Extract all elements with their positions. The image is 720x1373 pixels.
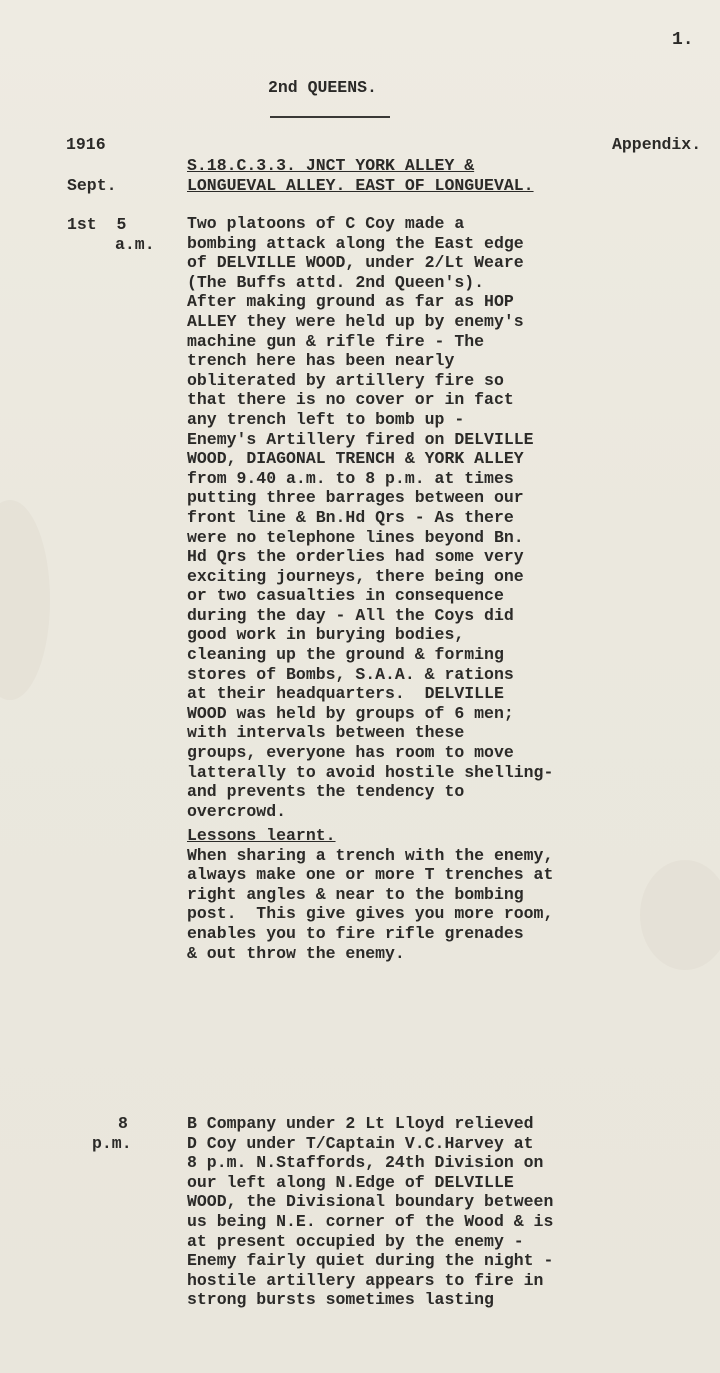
entry-date: 1st 5 — [67, 215, 127, 234]
appendix-label: Appendix. — [612, 135, 702, 154]
lessons-heading: Lessons learnt. — [187, 826, 336, 845]
entry-text: Two platoons of C Coy made a bombing attack along the East edge of DELVILLE WOOD, under 2/Lt Weare (The Buffs attd. 2nd Queen's). After making ground as far as HOP ALLEY they were held up by enemy's machine gun & rifle fire - The trench here has been nearly obliterated by artillery fire so that there is no cover or in fact any trench left to bomb up - Enemy's Artillery fired on DELVILLE WOOD, DIAGONAL TRENCH & YORK ALLEY from 9.40 a.m. to 8 p.m. at times putting three barrages between our front line & Bn.Hd Qrs - As there were no telephone lines beyond Bn. Hd Qrs the orderlies had some very exciting journeys, there being one or two casualties in consequence during the day - All the Coys did good work in burying bodies, cleaning up the ground & forming stores of Bombs, S.A.A. & rations at their headquarters. DELVILLE WOOD was held by groups of 6 men; with intervals between these groups, everyone has room to move latterally to avoid hostile shelling- and prevents the tendency to overcrowd. — [187, 214, 554, 821]
month-label: Sept. — [67, 176, 117, 195]
lessons-text: When sharing a trench with the enemy, always make one or more T trenches at right angles & near to the bombing post. This give gives you more room, enables you to fire rifle grenades & out throw the enemy. — [187, 845, 554, 963]
title-underline — [270, 116, 390, 118]
page-number: 1. — [672, 30, 694, 50]
entry-time: a.m. — [115, 235, 155, 254]
paper-stain — [0, 500, 50, 700]
paper-stain — [640, 860, 720, 970]
entry-time: p.m. — [92, 1134, 132, 1153]
location-reference-line-2: LONGUEVAL ALLEY. EAST OF LONGUEVAL. — [187, 176, 534, 195]
unit-title: 2nd QUEENS. — [268, 78, 377, 97]
lessons-block — [187, 826, 553, 963]
entry-date: 8 — [118, 1114, 128, 1133]
year-label: 1916 — [66, 135, 106, 154]
entry-text: B Company under 2 Lt Lloyd relieved D Coy under T/Captain V.C.Harvey at 8 p.m. N.Staffords, 24th Division on our left along N.Edge of DELVILLE WOOD, the Divisional boundary between us being N.E. corner of the Wood & is at present occupied by the enemy - Enemy fairly quiet during the night - hostile artillery appears to fire in strong bursts sometimes lasting — [187, 1114, 554, 1310]
location-reference-line-1: S.18.C.3.3. JNCT YORK ALLEY & — [187, 156, 475, 175]
